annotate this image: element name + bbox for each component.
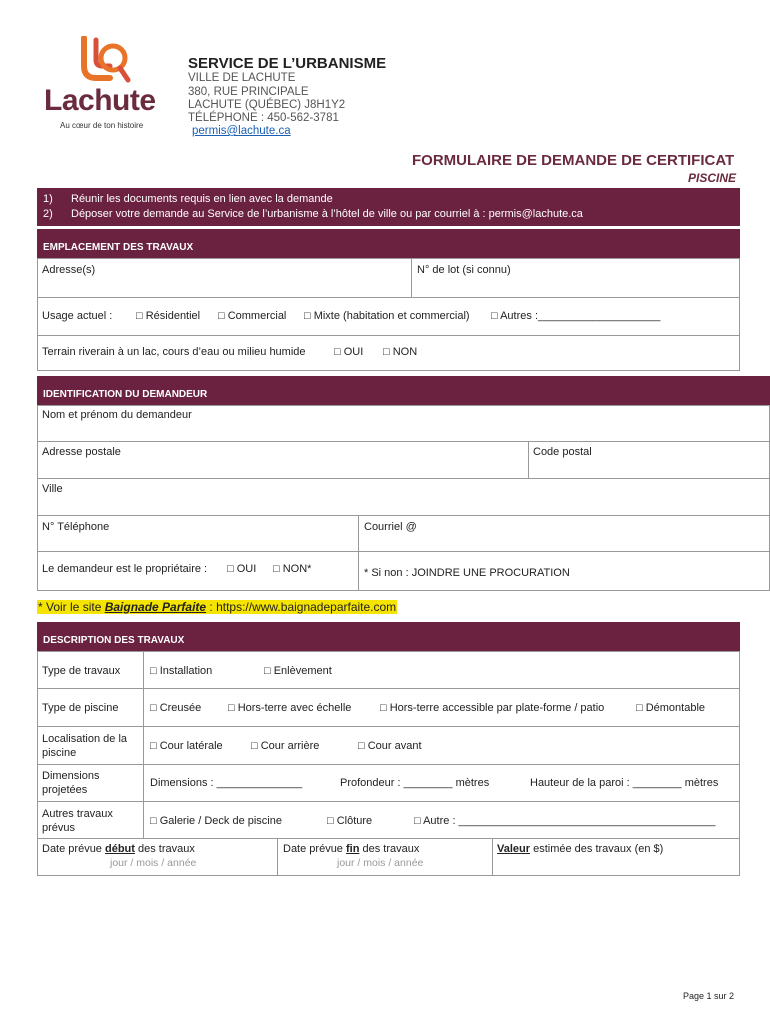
- autre-checkbox[interactable]: □ Autre : __________________________________________: [414, 815, 716, 827]
- city-field[interactable]: [37, 478, 770, 516]
- date-debut-pre: Date prévue: [42, 843, 105, 855]
- note-url[interactable]: : https://www.baignadeparfaite.com: [206, 600, 397, 614]
- usage-commercial-checkbox[interactable]: □ Commercial: [218, 310, 287, 322]
- email-label: Courriel @: [364, 521, 417, 533]
- address-line: TÉLÉPHONE : 450-562-3781: [188, 112, 339, 124]
- note-site-name[interactable]: Baignade Parfaite: [104, 600, 207, 614]
- dimensions-label: Dimensions: [42, 770, 100, 782]
- date-debut-placeholder: jour / mois / année: [110, 857, 197, 869]
- divider: [37, 801, 740, 802]
- divider: [37, 335, 740, 336]
- divider: [37, 726, 740, 727]
- email-field[interactable]: [358, 515, 770, 552]
- email-link[interactable]: permis@lachute.ca: [192, 125, 291, 137]
- date-fin-pre: Date prévue: [283, 843, 346, 855]
- phone-label: N° Téléphone: [42, 521, 110, 533]
- usage-label: Usage actuel :: [42, 310, 113, 322]
- hauteur-paroi-field[interactable]: Hauteur de la paroi : ________ mètres: [530, 777, 719, 789]
- form-subtitle: PISCINE: [687, 171, 736, 185]
- divider: [37, 838, 740, 839]
- instruction-text: Réunir les documents requis en lien avec la demande: [71, 193, 333, 205]
- divider: [492, 838, 493, 876]
- section-title: DESCRIPTION DES TRAVAUX: [43, 635, 185, 646]
- instruction-number: 2): [43, 208, 53, 220]
- type-travaux-label: Type de travaux: [42, 665, 121, 677]
- cour-arriere-checkbox[interactable]: □ Cour arrière: [251, 740, 320, 752]
- form-title: FORMULAIRE DE DEMANDE DE CERTIFICAT: [412, 152, 735, 169]
- logo-wordmark: Lachute: [44, 84, 156, 117]
- date-fin-em: fin: [345, 843, 360, 855]
- section-header-emplacement: [37, 229, 740, 258]
- page-number: Page 1 sur 2: [683, 991, 735, 1001]
- type-piscine-label: Type de piscine: [42, 702, 119, 714]
- section-title: EMPLACEMENT DES TRAVAUX: [43, 242, 194, 253]
- valeur-label[interactable]: [497, 843, 663, 855]
- cour-avant-checkbox[interactable]: □ Cour avant: [358, 740, 422, 752]
- instruction-number: 1): [43, 193, 53, 205]
- date-fin-label[interactable]: [283, 843, 419, 855]
- dimensions-label: projetées: [42, 784, 88, 796]
- section-title: IDENTIFICATION DU DEMANDEUR: [43, 389, 208, 400]
- instruction-item: [43, 193, 333, 205]
- cloture-checkbox[interactable]: □ Clôture: [327, 815, 373, 827]
- section-header-demandeur: [37, 376, 770, 405]
- cour-laterale-checkbox[interactable]: □ Cour latérale: [150, 740, 223, 752]
- postal-address-label: Adresse postale: [42, 446, 121, 458]
- galerie-deck-checkbox[interactable]: □ Galerie / Deck de piscine: [150, 815, 282, 827]
- terrain-riverain-label: Terrain riverain à un lac, cours d’eau ou milieu humide: [42, 346, 306, 358]
- address-label: Adresse(s): [42, 264, 96, 276]
- usage-mixte-checkbox[interactable]: □ Mixte (habitation et commercial): [304, 310, 470, 322]
- autres-travaux-label: prévus: [42, 822, 76, 834]
- instructions-banner: [37, 188, 740, 226]
- installation-checkbox[interactable]: □ Installation: [150, 665, 213, 677]
- usage-autres-checkbox[interactable]: □ Autres :____________________: [491, 310, 661, 322]
- demontable-checkbox[interactable]: □ Démontable: [636, 702, 706, 714]
- hors-terre-plateforme-checkbox[interactable]: □ Hors-terre accessible par plate-forme / patio: [380, 702, 605, 714]
- divider: [37, 688, 740, 689]
- baignade-note: [37, 600, 397, 614]
- name-label: Nom et prénom du demandeur: [42, 409, 192, 421]
- localisation-label: Localisation de la: [42, 733, 128, 745]
- section-header-description: [37, 622, 740, 651]
- valeur-post: estimée des travaux (en $): [530, 843, 664, 855]
- profondeur-field[interactable]: Profondeur : ________ mètres: [340, 777, 490, 789]
- instruction-item: [43, 208, 583, 220]
- city-label: Ville: [42, 483, 63, 495]
- service-title: SERVICE DE L’URBANISME: [188, 55, 387, 72]
- owner-non-checkbox[interactable]: □ NON*: [273, 563, 312, 575]
- date-debut-post: des travaux: [134, 843, 195, 855]
- procuration-note: * Si non : JOINDRE UNE PROCURATION: [364, 567, 570, 579]
- hors-terre-echelle-checkbox[interactable]: □ Hors-terre avec échelle: [228, 702, 352, 714]
- owner-label: Le demandeur est le propriétaire :: [42, 563, 208, 575]
- enlevement-checkbox[interactable]: □ Enlèvement: [264, 665, 332, 677]
- note-prefix: * Voir le site: [38, 600, 105, 614]
- divider: [37, 764, 740, 765]
- logo-tagline: Au cœur de ton histoire: [60, 121, 144, 130]
- terrain-non-checkbox[interactable]: □ NON: [383, 346, 418, 358]
- address-line: VILLE DE LACHUTE: [188, 72, 296, 84]
- date-debut-em: début: [104, 843, 135, 855]
- divider: [143, 651, 144, 838]
- address-line: LACHUTE (QUÉBEC) J8H1Y2: [188, 99, 346, 111]
- owner-oui-checkbox[interactable]: □ OUI: [227, 563, 257, 575]
- valeur-em: Valeur: [497, 843, 531, 855]
- address-line: 380, RUE PRINCIPALE: [188, 86, 309, 98]
- lachute-logo-icon: [80, 36, 132, 86]
- date-fin-placeholder: jour / mois / année: [337, 857, 424, 869]
- usage-residentiel-checkbox[interactable]: □ Résidentiel: [136, 310, 201, 322]
- lot-number-label: N° de lot (si connu): [417, 264, 511, 276]
- date-fin-post: des travaux: [359, 843, 420, 855]
- postal-code-label: Code postal: [533, 446, 592, 458]
- creusee-checkbox[interactable]: □ Creusée: [150, 702, 202, 714]
- autres-travaux-label: Autres travaux: [42, 808, 113, 820]
- instruction-text: Déposer votre demande au Service de l’urbanisme à l’hôtel de ville ou par courriel à : permis@lachute.ca: [71, 208, 583, 220]
- terrain-oui-checkbox[interactable]: □ OUI: [334, 346, 364, 358]
- divider: [277, 838, 278, 876]
- localisation-label: piscine: [42, 747, 77, 759]
- dimensions-field[interactable]: Dimensions : ______________: [150, 777, 303, 789]
- date-debut-label[interactable]: [42, 843, 195, 855]
